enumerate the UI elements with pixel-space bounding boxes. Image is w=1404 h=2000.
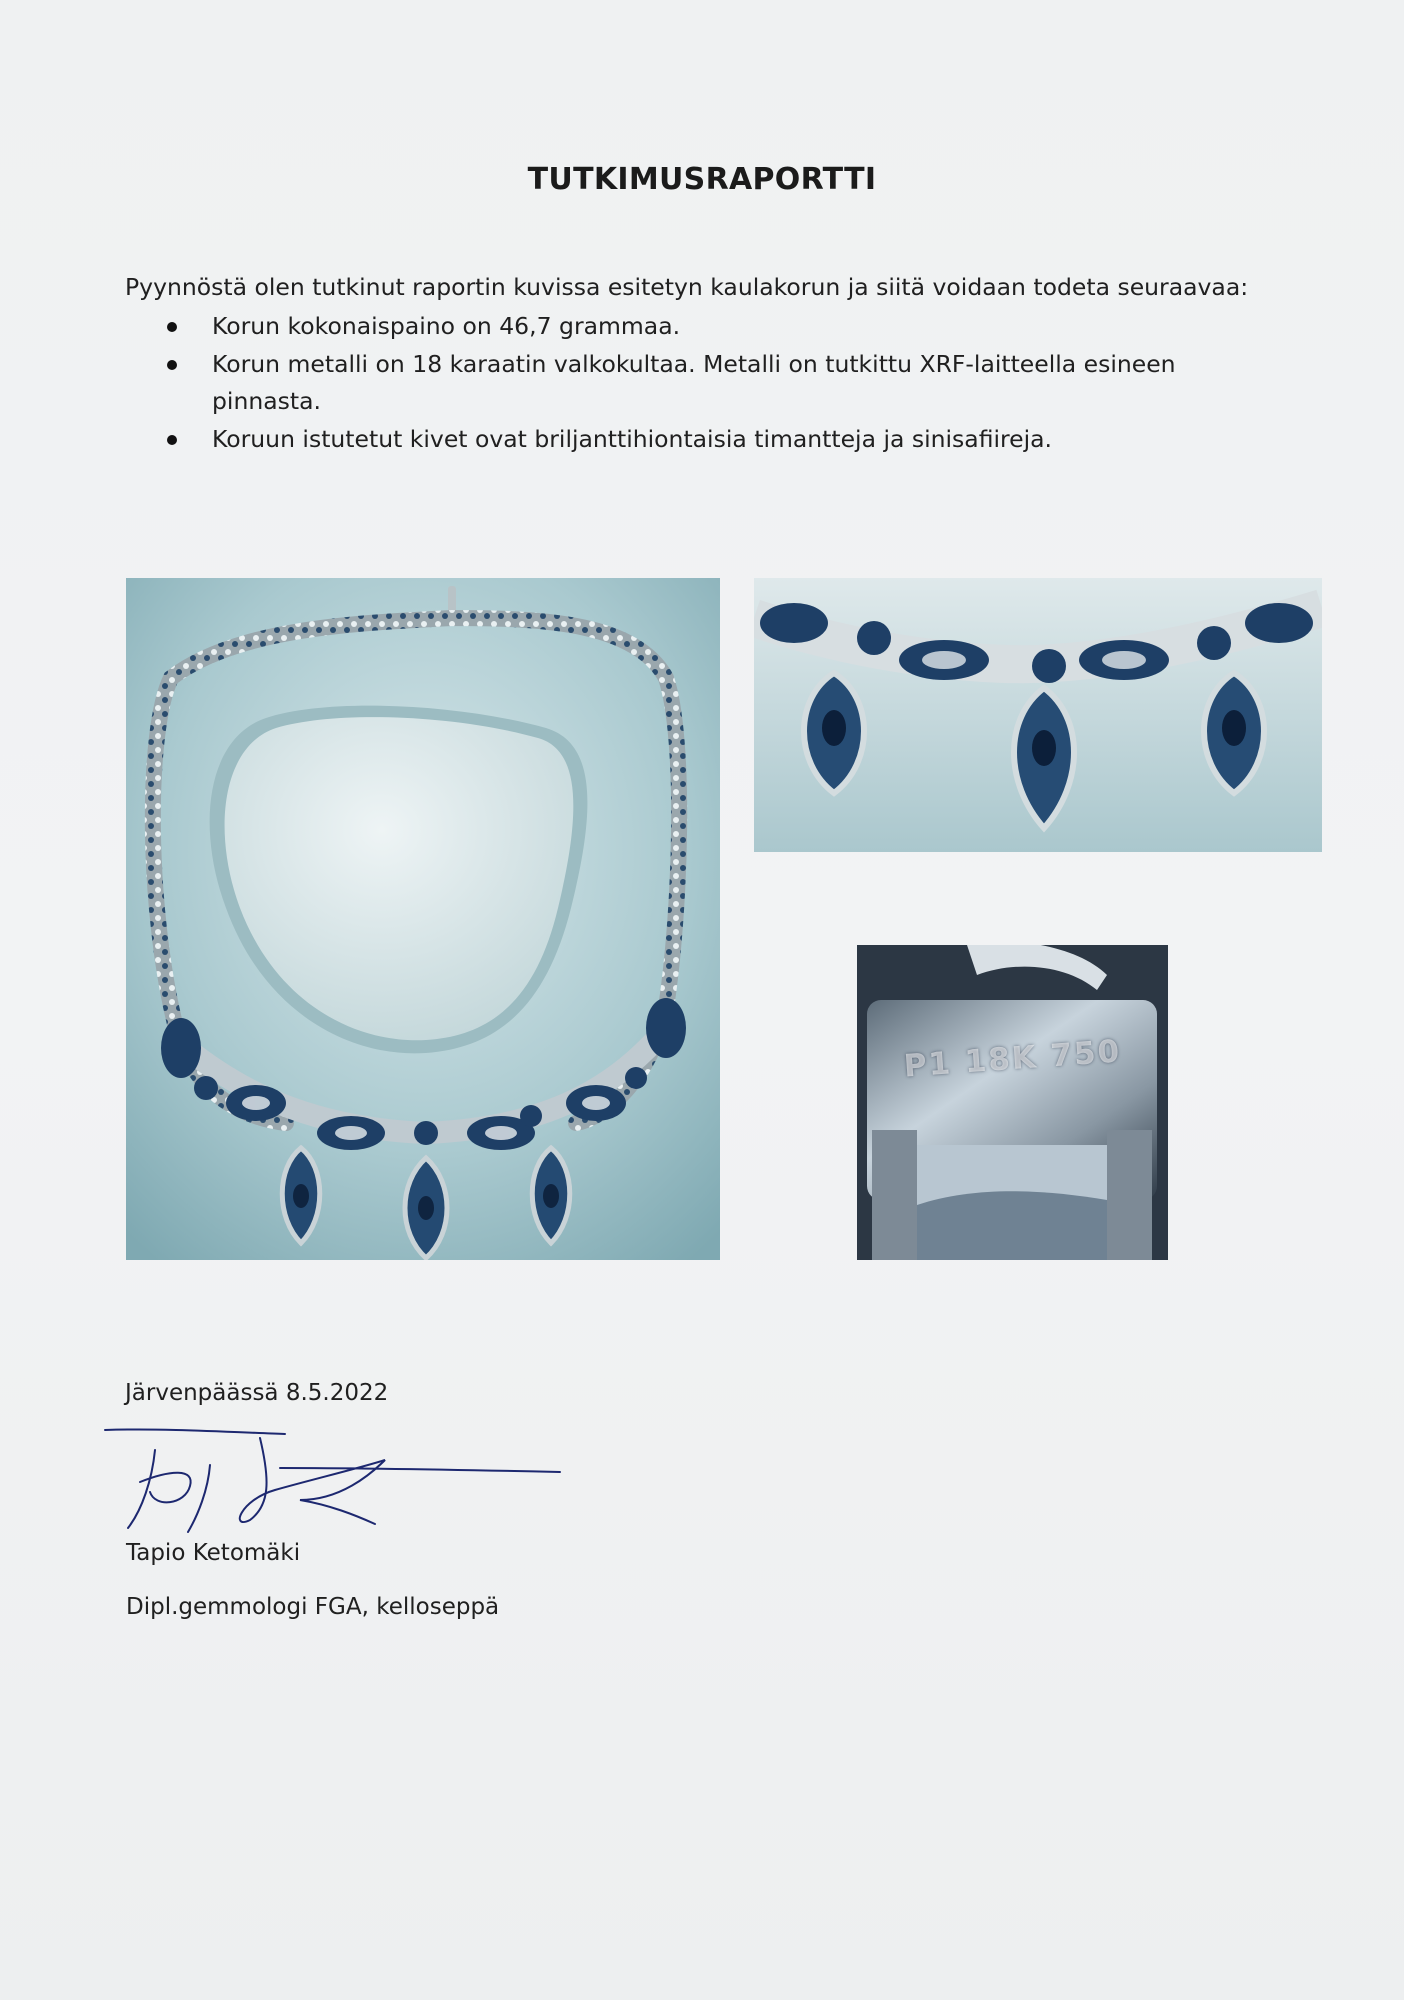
finding-stones: Koruun istutetut kivet ovat briljanttihiontaisia timantteja ja sinisafiireja. — [212, 425, 1053, 453]
necklace-detail-photo — [754, 578, 1322, 852]
bullet-icon — [167, 360, 177, 370]
hallmark-photo — [857, 945, 1168, 1260]
signature-image — [100, 1420, 580, 1540]
document-title: TUTKIMUSRAPORTTI — [527, 162, 877, 197]
hallmark-stamp-text: P1 18K 750 — [902, 1033, 1123, 1085]
signer-name: Tapio Ketomäki — [126, 1540, 301, 1566]
intro-paragraph: Pyynnöstä olen tutkinut raportin kuvissa esitetyn kaulakorun ja siitä voidaan todeta seuraavaa: — [125, 273, 1249, 301]
bullet-icon — [167, 322, 177, 332]
findings-list — [125, 308, 1225, 459]
necklace-photo — [126, 578, 720, 1260]
list-item — [125, 421, 1225, 458]
place-date: Järvenpäässä 8.5.2022 — [125, 1380, 389, 1406]
list-item — [125, 346, 1225, 420]
signer-title: Dipl.gemmologi FGA, kelloseppä — [126, 1594, 500, 1620]
bullet-icon — [167, 435, 177, 445]
finding-weight: Korun kokonaispaino on 46,7 grammaa. — [212, 312, 681, 340]
list-item — [125, 308, 1225, 345]
finding-metal: Korun metalli on 18 karaatin valkokultaa. Metalli on tutkittu XRF-laitteella esineen pinnasta. — [212, 350, 1176, 415]
